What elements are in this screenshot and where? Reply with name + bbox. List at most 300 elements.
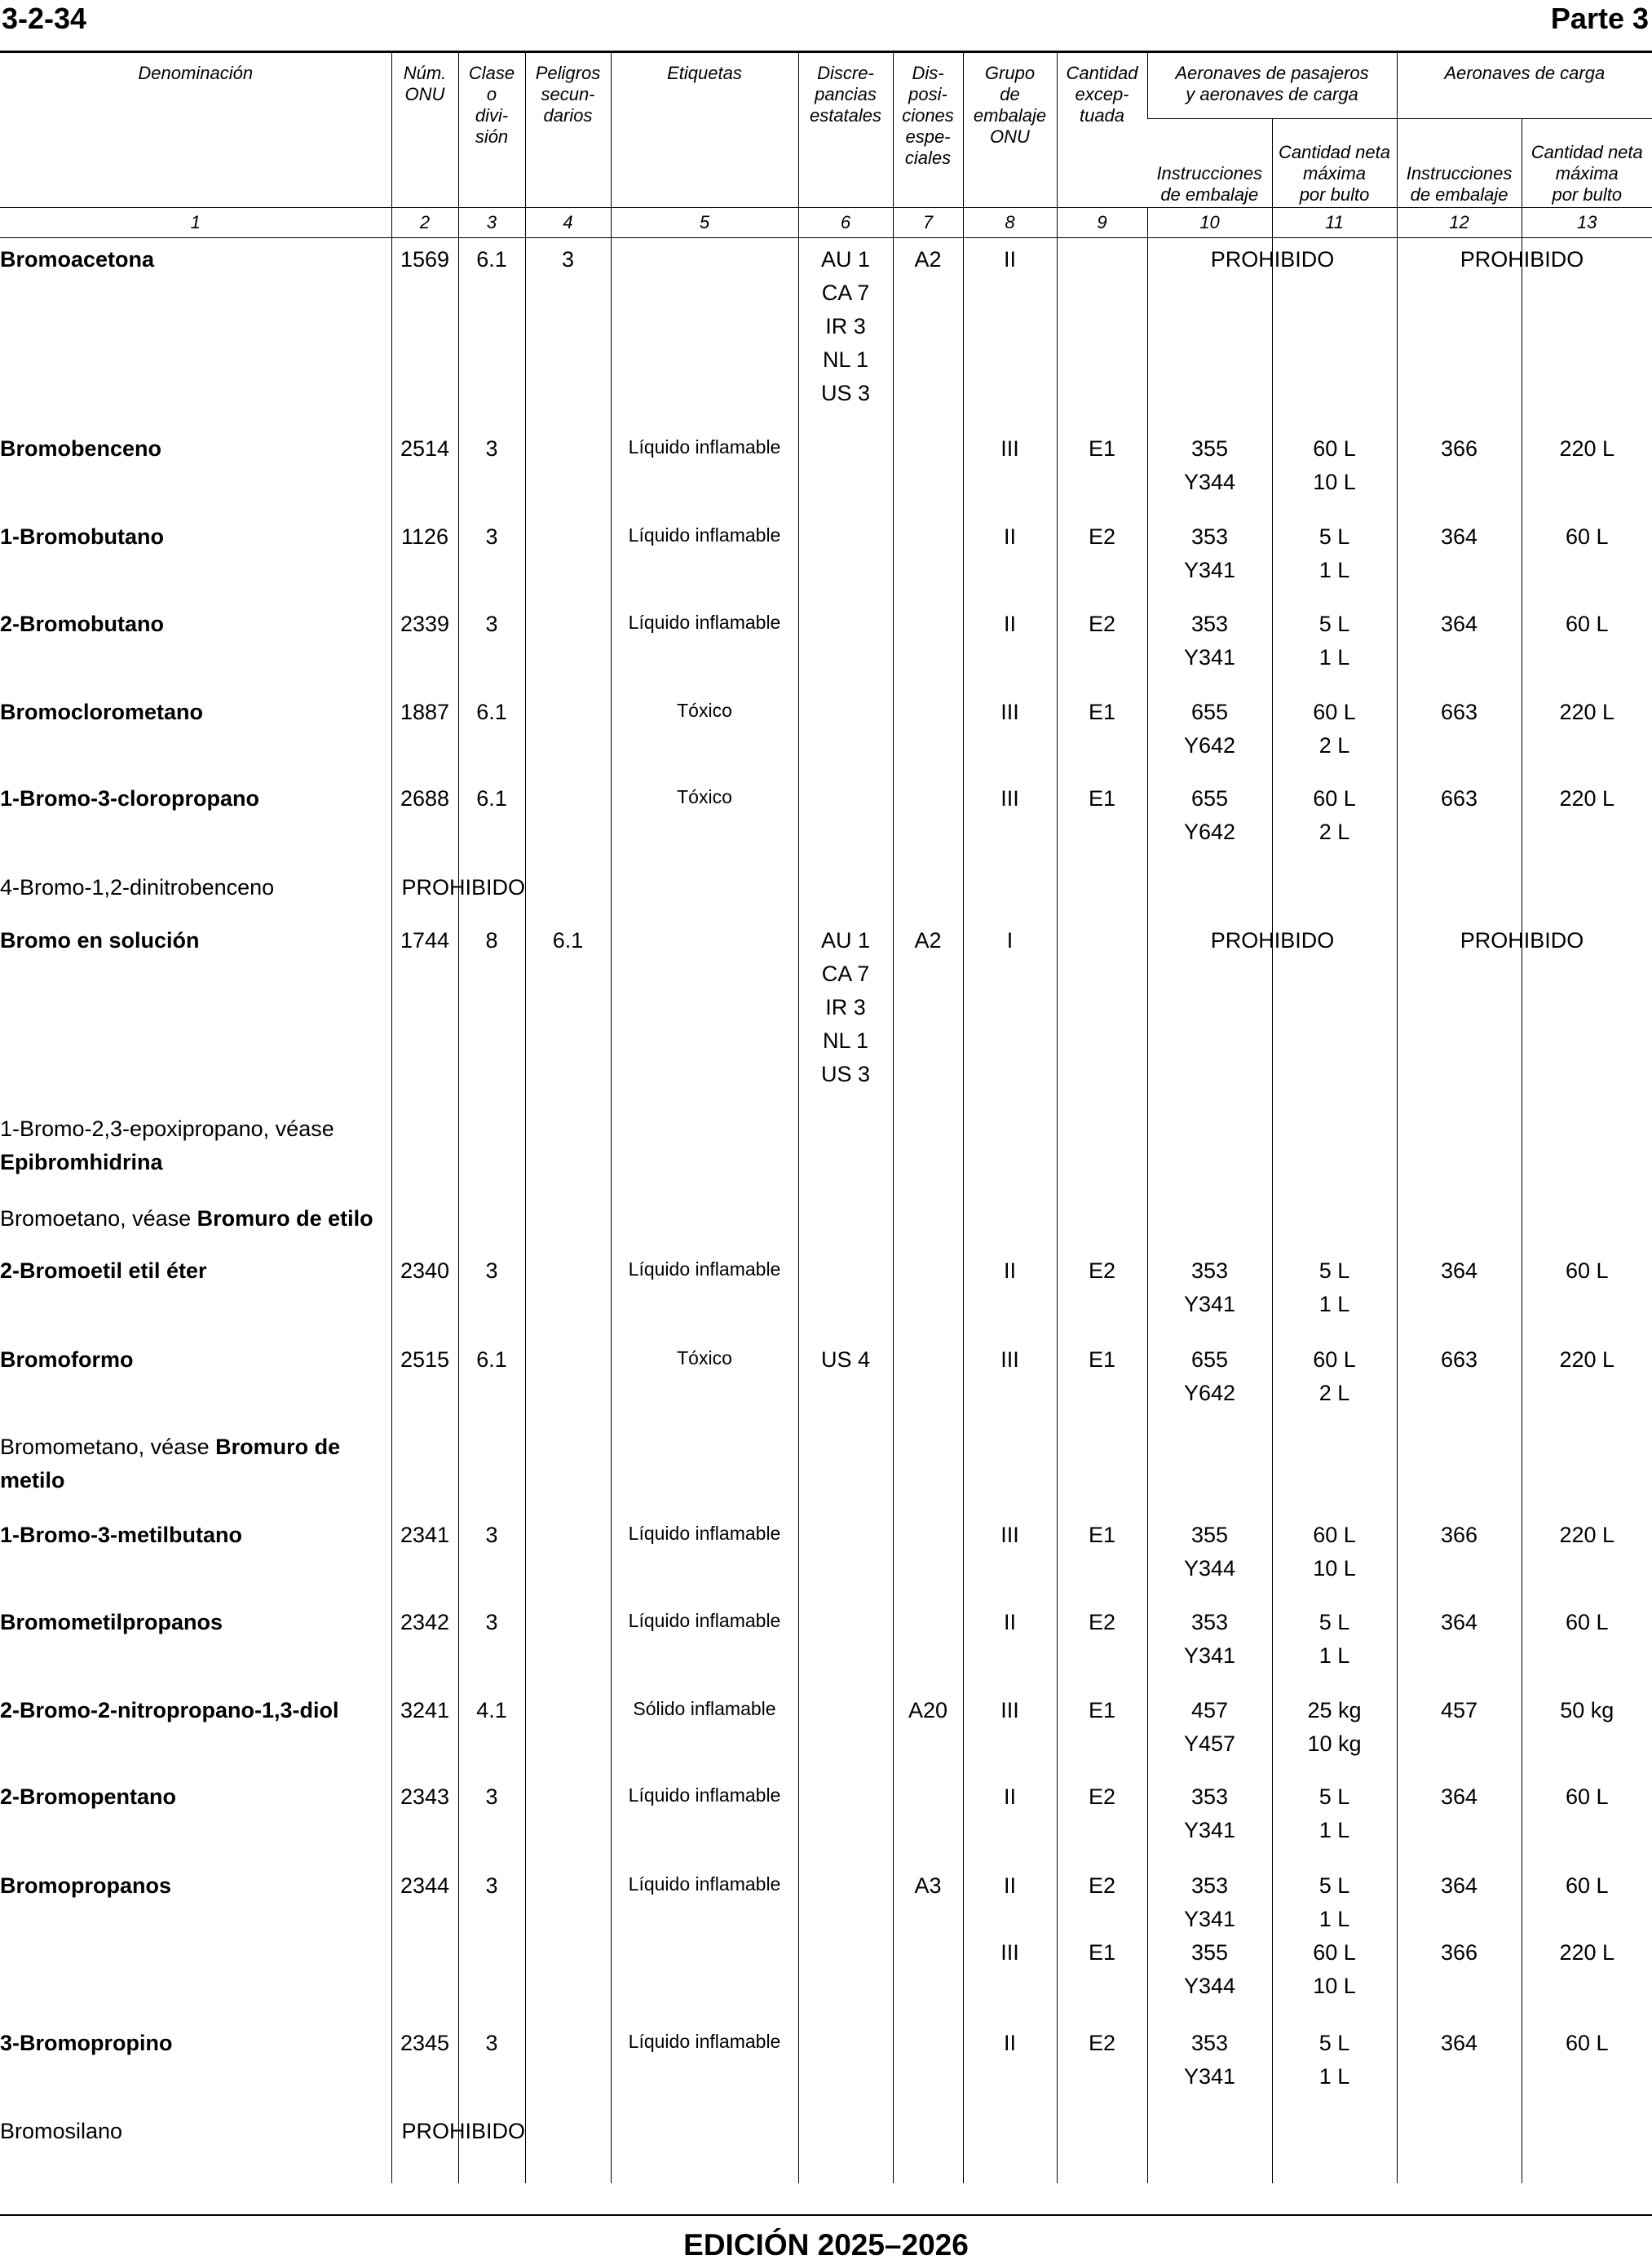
passenger-packing-instruction: 655 Y642 [1147,1338,1272,1426]
state-variations: US 4 [798,1338,893,1426]
empty-cell [963,866,1057,919]
class-division: 6.1 [458,1338,525,1426]
empty-cell [611,866,798,919]
packing-group: III [963,1689,1057,1775]
cargo-max-quantity: 220 L [1522,1338,1652,1426]
special-provisions: A3 [893,1864,963,2022]
class-division: 3 [458,1514,525,1601]
empty-cell [1057,1108,1147,1197]
empty-cell [798,2110,893,2183]
secondary-hazard [525,1601,611,1689]
empty-cell [798,866,893,919]
packing-group: II [963,603,1057,691]
empty-cell [1057,866,1147,919]
un-number: 2342 [391,1601,458,1689]
empty-cell [611,1108,798,1197]
col-number: 1 [0,208,391,238]
substance-name: 3-Bromopropino [0,2030,173,2055]
special-provisions [893,1514,963,1601]
table-row [0,1249,1652,1338]
state-variations [798,777,893,866]
excepted-quantity: E2 [1057,515,1147,603]
col-number: 7 [893,208,963,238]
col-number: 6 [798,208,893,238]
cargo-max-quantity: 220 L [1522,1514,1652,1601]
class-division: 3 [458,515,525,603]
class-division: 6.1 [458,691,525,777]
empty-cell [963,1108,1057,1197]
excepted-quantity: E2 [1057,2022,1147,2110]
col-header-qty-passenger: Cantidad neta máxima por bulto [1272,119,1397,208]
special-provisions: A20 [893,1689,963,1775]
empty-cell [798,1108,893,1197]
excepted-quantity: E2 [1057,1601,1147,1689]
col-number: 10 [1147,208,1272,238]
empty-cell [1397,1426,1522,1514]
state-variations [798,1775,893,1864]
special-provisions [893,603,963,691]
secondary-hazard: 3 [525,238,611,427]
label: Líquido inflamable [611,1249,798,1338]
secondary-hazard [525,777,611,866]
class-division: 4.1 [458,1689,525,1775]
un-number-cell [391,866,526,919]
substance-name-cell [0,1108,391,1197]
label: Líquido inflamable [611,1601,798,1689]
substance-name-cell [0,515,391,603]
state-variations [798,691,893,777]
special-provisions: A2 [893,238,963,427]
cargo-max-quantity: 60 L [1522,2022,1652,2110]
empty-cell [525,866,611,919]
col-number: 2 [391,208,458,238]
passenger-max-quantity: 5 L 1 L [1272,2022,1397,2110]
table-row [0,427,1652,515]
packing-group: II [963,1601,1057,1689]
excepted-quantity: E2 [1057,1249,1147,1338]
group-header-cargo: Aeronaves de carga [1397,53,1652,119]
cargo-packing-instruction: 366 [1397,427,1522,515]
substance-name: 1-Bromo-3-metilbutano [0,1522,242,1547]
label: Líquido inflamable [611,2022,798,2110]
secondary-hazard [525,1864,611,2022]
cargo-max-quantity: 220 L [1522,691,1652,777]
label: Líquido inflamable [611,515,798,603]
passenger-packing-instruction: 353 Y341 [1147,1249,1272,1338]
state-variations [798,1514,893,1601]
passenger-max-quantity: 5 L 1 L 60 L 10 L [1272,1864,1397,2022]
passenger-max-quantity: 60 L 10 L [1272,427,1397,515]
col-header-peligros: Peligros secun- darios [525,53,611,208]
class-division: 3 [458,1864,525,2022]
empty-cell [458,1426,525,1514]
cargo-max-quantity: 60 L [1522,603,1652,691]
substance-name: Bromobenceno [0,436,162,461]
empty-cell [391,1108,458,1197]
passenger-max-quantity: 5 L 1 L [1272,515,1397,603]
passenger-packing-instruction: 355 Y344 [1147,427,1272,515]
substance-name-cell [0,1426,391,1514]
prohibited-text: PROHIBIDO [401,2118,526,2143]
bottom-rule [0,2214,1652,2216]
substance-name-cell [0,427,391,515]
col-header-etiquetas: Etiquetas [611,53,798,208]
col-number: 5 [611,208,798,238]
col-header-denominacion: Denominación [0,53,391,208]
excepted-quantity: E2 [1057,603,1147,691]
excepted-quantity: E1 [1057,1689,1147,1775]
col-header-cantidad-exceptuada: Cantidad excep- tuada [1057,53,1147,208]
substance-name-cell [0,691,391,777]
cargo-packing-instruction: 364 [1397,1249,1522,1338]
class-division: 3 [458,1601,525,1689]
un-number: 2343 [391,1775,458,1864]
cargo-max-quantity: 60 L [1522,1601,1652,1689]
empty-cell [1272,866,1397,919]
cargo-packing-instruction: 663 [1397,691,1522,777]
packing-group: III [963,427,1057,515]
class-division: 3 [458,603,525,691]
cargo-packing-instruction: 364 [1397,2022,1522,2110]
cargo-packing-instruction: 364 [1397,1601,1522,1689]
label: Líquido inflamable [611,1514,798,1601]
packing-group: II [963,2022,1057,2110]
excepted-quantity: E1 [1057,691,1147,777]
special-provisions [893,427,963,515]
excepted-quantity: E1 [1057,777,1147,866]
substance-name: 2-Bromo-2-nitropropano-1,3-diol [0,1697,339,1722]
secondary-hazard [525,515,611,603]
col-number: 9 [1057,208,1147,238]
substance-name: 4-Bromo-1,2-dinitrobenceno [0,874,275,900]
table-row [0,603,1652,691]
empty-cell [1272,1197,1397,1249]
table-row [0,919,1652,1108]
un-number: 1126 [391,515,458,603]
empty-cell [1057,1426,1147,1514]
class-division: 8 [458,919,525,1108]
class-division: 3 [458,427,525,515]
label: Tóxico [611,1338,798,1426]
empty-cell [1272,1426,1397,1514]
label [611,919,798,1108]
substance-name: Bromoclorometano [0,699,204,724]
cargo-packing-instruction: 364 [1397,603,1522,691]
empty-cell [391,1197,458,1249]
empty-cell [1522,866,1652,919]
cargo-packing-instruction: 663 [1397,1338,1522,1426]
cargo-max-quantity: 220 L [1522,777,1652,866]
un-number-cell [391,2110,526,2183]
secondary-hazard: 6.1 [525,919,611,1108]
col-number: 11 [1272,208,1397,238]
state-variations [798,603,893,691]
state-variations [798,427,893,515]
table-row [0,515,1652,603]
passenger-max-quantity: 60 L 2 L [1272,691,1397,777]
substance-name-cell [0,866,391,919]
class-division: 6.1 [458,777,525,866]
passenger-max-quantity: 60 L 2 L [1272,1338,1397,1426]
secondary-hazard [525,1689,611,1775]
table-row [0,1601,1652,1689]
group-header-passenger: Aeronaves de pasajeros y aeronaves de carga [1147,53,1397,119]
substance-name: Bromopropanos [0,1873,172,1898]
un-number: 2344 [391,1864,458,2022]
excepted-quantity: E2 E1 [1057,1864,1147,2022]
empty-cell [893,1426,963,1514]
empty-cell [1272,2110,1397,2183]
passenger-packing-instruction: 353 Y341 [1147,2022,1272,2110]
substance-name: 1-Bromo-3-cloropropano [0,785,260,811]
passenger-max-quantity: 5 L 1 L [1272,1249,1397,1338]
substance-name-cell [0,1514,391,1601]
col-header-grupo: Grupo de embalaje ONU [963,53,1057,208]
secondary-hazard [525,1514,611,1601]
empty-cell [1147,2110,1272,2183]
special-provisions [893,1249,963,1338]
col-number: 4 [525,208,611,238]
passenger-packing-instruction: 655 Y642 [1147,691,1272,777]
empty-cell [798,1426,893,1514]
un-number: 2514 [391,427,458,515]
table-row [0,1108,1652,1197]
cargo-packing-instruction: 366 [1397,1514,1522,1601]
col-header-pi-cargo: Instrucciones de embalaje [1397,119,1522,208]
label: Líquido inflamable [611,603,798,691]
class-division: 3 [458,2022,525,2110]
un-number: 2515 [391,1338,458,1426]
state-variations: AU 1 CA 7 IR 3 NL 1 US 3 [798,238,893,427]
passenger-packing-instruction: 353 Y341 355 Y344 [1147,1864,1272,2022]
empty-cell [458,1197,525,1249]
substance-name-cell [0,1249,391,1338]
passenger-packing-instruction: 353 Y341 [1147,603,1272,691]
label: Sólido inflamable [611,1689,798,1775]
label: Líquido inflamable [611,1775,798,1864]
see-reference-target: Epibromhidrina [0,1149,163,1174]
empty-cell [458,1108,525,1197]
special-provisions: A2 [893,919,963,1108]
passenger-max-quantity: 5 L 1 L [1272,1601,1397,1689]
un-number: 2341 [391,1514,458,1601]
secondary-hazard [525,1775,611,1864]
passenger-packing-instruction: 353 Y341 [1147,515,1272,603]
empty-cell [525,1426,611,1514]
state-variations [798,1601,893,1689]
substance-name-cell [0,919,391,1108]
col-header-pi-passenger: Instrucciones de embalaje [1156,163,1263,205]
substance-name: 2-Bromoetil etil éter [0,1258,207,1283]
empty-cell [525,1108,611,1197]
special-provisions [893,1601,963,1689]
table-row [0,691,1652,777]
substance-name-cell [0,2110,391,2183]
cargo-packing-instruction: 663 [1397,777,1522,866]
passenger-max-quantity: 5 L 1 L [1272,1775,1397,1864]
substance-name-cell [0,1864,391,2022]
prohibited-text: PROHIBIDO [1460,247,1584,272]
label: Tóxico [611,777,798,866]
special-provisions [893,515,963,603]
cargo-max-quantity: 220 L [1522,427,1652,515]
empty-cell [1272,1108,1397,1197]
empty-cell [1397,1108,1522,1197]
empty-cell [963,1426,1057,1514]
secondary-hazard [525,1249,611,1338]
state-variations [798,1864,893,2022]
table-row [0,1864,1652,2022]
table-row [0,866,1652,919]
prohibited-text: PROHIBIDO [1460,927,1584,953]
state-variations [798,1689,893,1775]
substance-name: 2-Bromopentano [0,1784,176,1809]
secondary-hazard [525,427,611,515]
un-number: 2339 [391,603,458,691]
substance-name: 1-Bromobutano [0,524,164,549]
see-reference-text: 1-Bromo-2,3-epoxipropano, véase [0,1116,334,1141]
substance-name-cell [0,1775,391,1864]
table-row [0,1775,1652,1864]
empty-cell [1057,2110,1147,2183]
table-row [0,2110,1652,2183]
see-reference-text: Bromoetano, véase [0,1205,192,1231]
substance-name: Bromoacetona [0,247,155,272]
prohibited-text: PROHIBIDO [401,874,526,900]
excepted-quantity: E1 [1057,1514,1147,1601]
special-provisions [893,2022,963,2110]
empty-cell [611,1426,798,1514]
special-provisions [893,1775,963,1864]
passenger-max-quantity: 60 L 2 L [1272,777,1397,866]
col-header-clase: Clase o divi- sión [458,53,525,208]
label: Tóxico [611,691,798,777]
cargo-packing-instruction: 457 [1397,1689,1522,1775]
packing-group: I [963,919,1057,1108]
substance-name-cell [0,1689,391,1775]
table-row [0,1689,1652,1775]
col-number: 8 [963,208,1057,238]
substance-name: Bromosilano [0,2118,123,2143]
state-variations: AU 1 CA 7 IR 3 NL 1 US 3 [798,919,893,1108]
col-header-disposiciones: Dis- posi- ciones espe- ciales [893,53,963,208]
passenger-packing-instruction [1147,238,1335,427]
empty-cell [1397,1197,1522,1249]
empty-cell [893,1108,963,1197]
label [611,238,798,427]
empty-cell [1147,1108,1272,1197]
excepted-quantity: E1 [1057,427,1147,515]
packing-group: II [963,1249,1057,1338]
packing-group: II [963,1775,1057,1864]
see-reference-target: Bromuro de metilo [0,1434,341,1492]
prohibited-text: PROHIBIDO [1210,927,1335,953]
passenger-packing-instruction: 355 Y344 [1147,1514,1272,1601]
empty-cell [963,1197,1057,1249]
empty-cell [893,1197,963,1249]
class-division: 3 [458,1775,525,1864]
secondary-hazard [525,603,611,691]
substance-name-cell [0,777,391,866]
empty-cell [611,2110,798,2183]
cargo-max-quantity: 60 L [1522,1775,1652,1864]
col-header-qty-cargo: Cantidad neta máxima por bulto [1522,119,1652,208]
table-row [0,2022,1652,2110]
empty-cell [1397,866,1522,919]
empty-cell [893,866,963,919]
special-provisions [893,777,963,866]
passenger-packing-instruction: 353 Y341 [1147,1775,1272,1864]
cargo-packing-instruction: 364 [1397,515,1522,603]
dangerous-goods-table [0,53,1652,2183]
empty-cell [1397,2110,1522,2183]
page-part: Parte 3 [1550,2,1649,35]
cargo-max-quantity: 50 kg [1522,1689,1652,1775]
cargo-max-quantity: 60 L [1522,1249,1652,1338]
state-variations [798,1249,893,1338]
secondary-hazard [525,2022,611,2110]
substance-name-cell [0,1197,391,1249]
see-reference-text: Bromometano, véase [0,1434,210,1459]
empty-cell [1147,866,1272,919]
packing-group: III [963,1338,1057,1426]
substance-name: 2-Bromobutano [0,611,164,636]
class-division: 6.1 [458,238,525,427]
table-body [0,238,1652,2183]
special-provisions [893,691,963,777]
cargo-packing-instruction: 364 366 [1397,1864,1522,2022]
substance-name-cell [0,2022,391,2110]
secondary-hazard [525,1338,611,1426]
un-number: 1744 [391,919,458,1108]
empty-cell [1522,1108,1652,1197]
state-variations [798,2022,893,2110]
col-number: 13 [1522,208,1652,238]
col-header-discrepancias: Discre- pancias estatales [798,53,893,208]
packing-group: II [963,238,1057,427]
excepted-quantity: E1 [1057,1338,1147,1426]
substance-name-cell [0,238,391,427]
passenger-packing-instruction [1147,919,1335,1108]
substance-name-cell [0,603,391,691]
cargo-packing-instruction: 364 [1397,1775,1522,1864]
packing-group: III [963,777,1057,866]
col-header-num-onu: Núm. ONU [391,53,458,208]
class-division: 3 [458,1249,525,1338]
passenger-packing-instruction: 457 Y457 [1147,1689,1272,1775]
substance-name-cell [0,1601,391,1689]
passenger-packing-instruction: 655 Y642 [1147,777,1272,866]
substance-name: Bromometilpropanos [0,1609,223,1634]
passenger-max-quantity: 5 L 1 L [1272,603,1397,691]
empty-cell [1522,1426,1652,1514]
label: Líquido inflamable [611,427,798,515]
table-row [0,1426,1652,1514]
cargo-max-quantity: 60 L [1522,515,1652,603]
empty-cell [525,1197,611,1249]
label: Líquido inflamable [611,1864,798,2022]
table-header [0,53,1652,238]
edition-footer: EDICIÓN 2025–2026 [683,2228,969,2262]
table-row [0,1514,1652,1601]
cargo-packing-instruction [1397,919,1584,1108]
un-number: 2688 [391,777,458,866]
un-number: 2340 [391,1249,458,1338]
un-number: 1887 [391,691,458,777]
table-row [0,777,1652,866]
substance-name: Bromo en solución [0,927,200,953]
excepted-quantity: E2 [1057,1775,1147,1864]
